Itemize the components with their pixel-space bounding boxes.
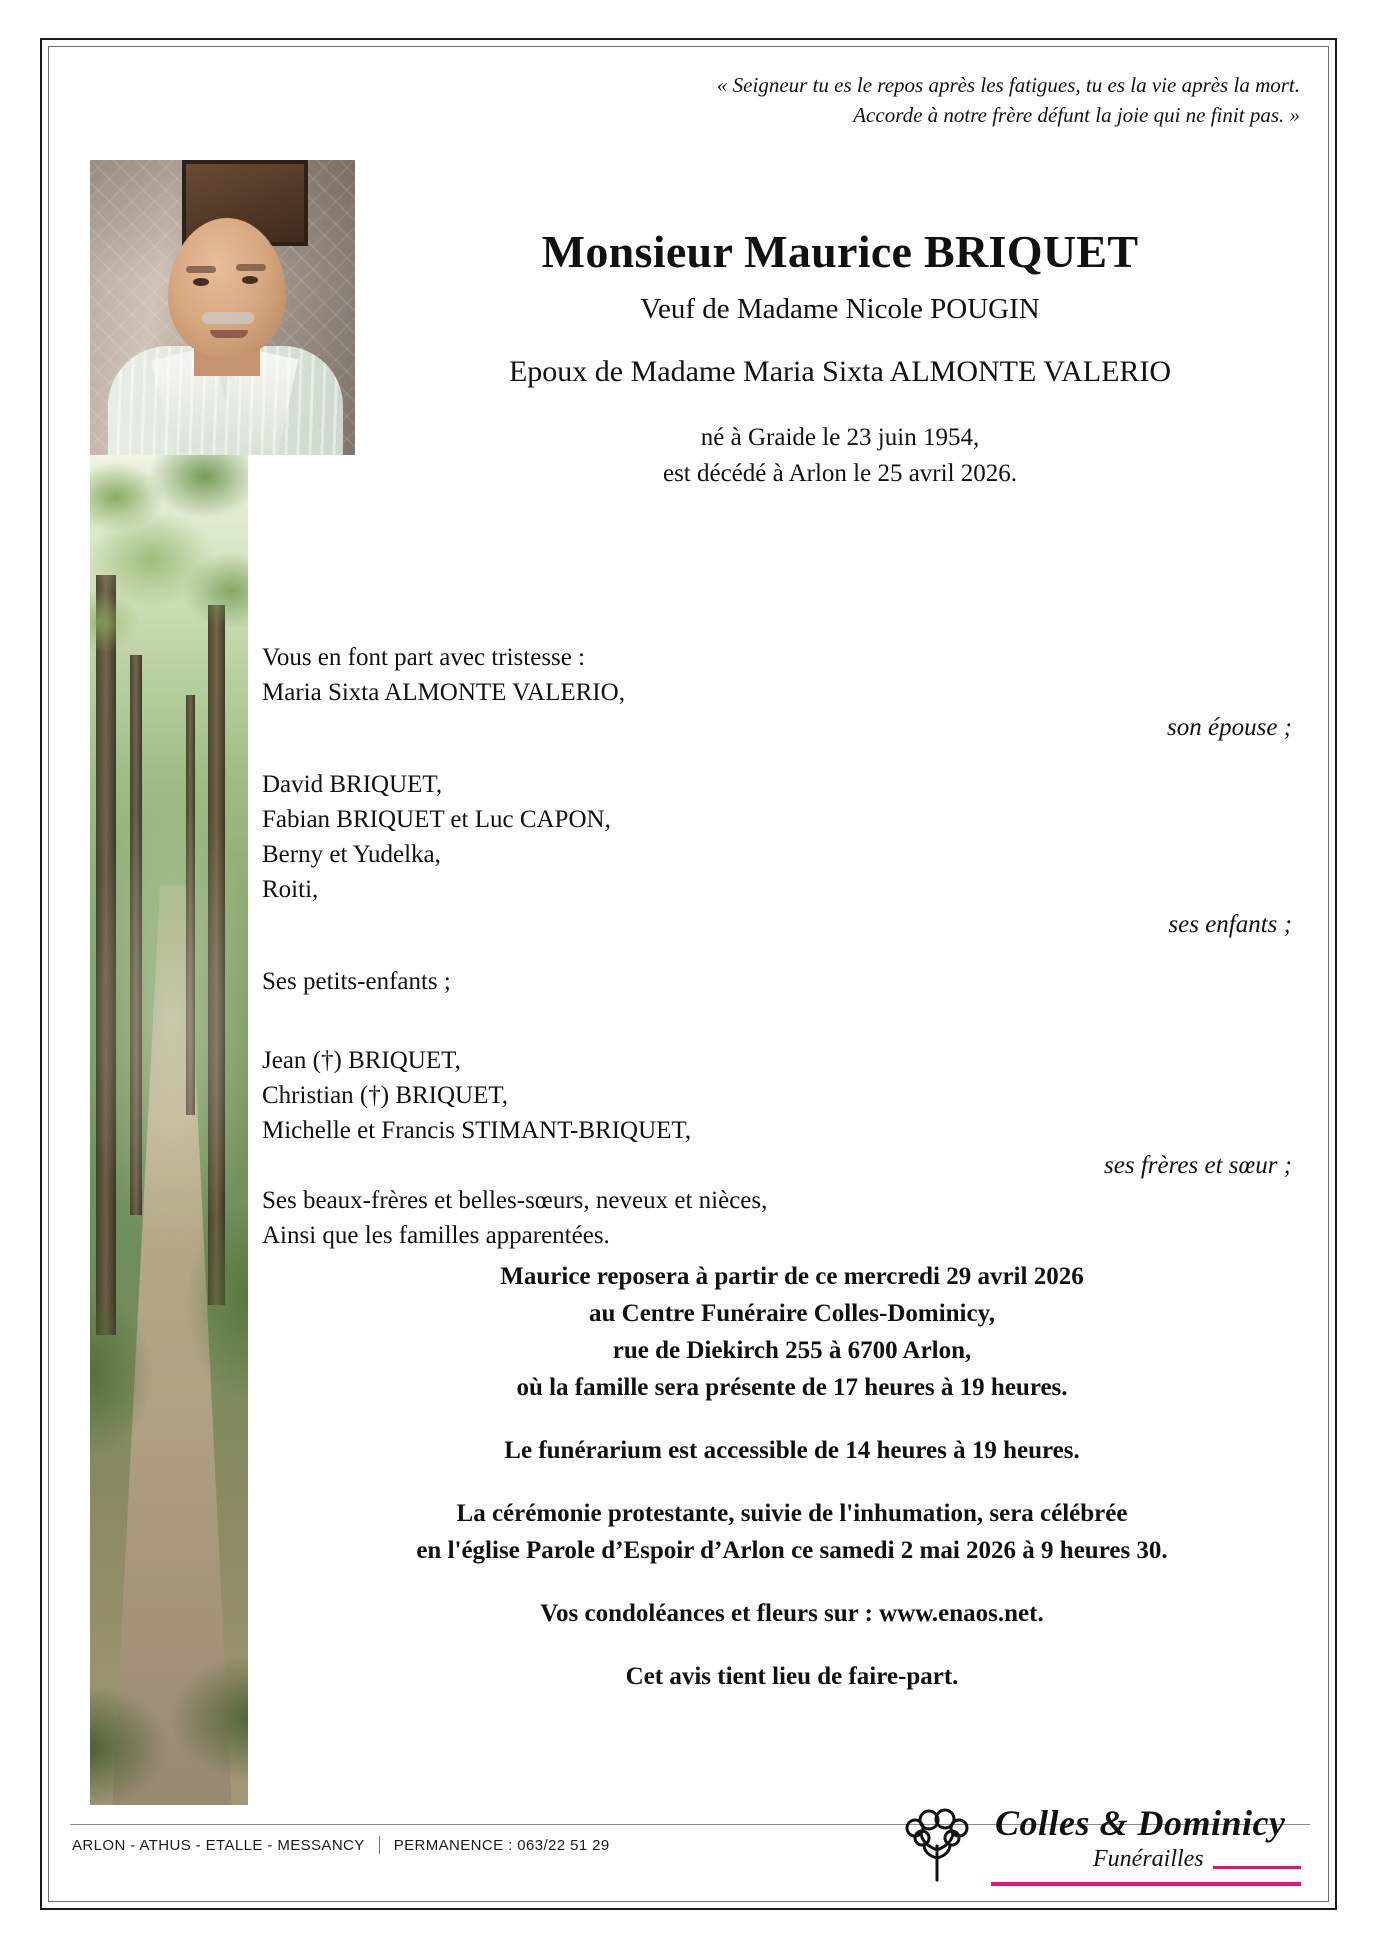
deceased-spouse-of: Epoux de Madame Maria Sixta ALMONTE VALERIO bbox=[508, 355, 1172, 388]
spacer bbox=[262, 942, 1322, 964]
spacer bbox=[262, 745, 1322, 767]
family-siblings-role: ses frères et sœur ; bbox=[1104, 1152, 1292, 1179]
family-sibling: Michelle et Francis STIMANT-BRIQUET, bbox=[262, 1117, 692, 1144]
footer-separator bbox=[379, 1836, 380, 1854]
notice-statement: Cet avis tient lieu de faire-part. bbox=[625, 1663, 959, 1690]
family-spouse-name: Maria Sixta ALMONTE VALERIO, bbox=[262, 679, 625, 706]
brand-accent-line bbox=[991, 1882, 1301, 1886]
spacer bbox=[262, 1021, 1322, 1043]
family-child: Fabian BRIQUET et Luc CAPON, bbox=[262, 806, 611, 833]
deceased-widower-of: Veuf de Madame Nicole POUGIN bbox=[640, 293, 1040, 325]
opening-quote bbox=[520, 70, 1300, 131]
spacer bbox=[262, 999, 1322, 1021]
company-logo bbox=[883, 1800, 1303, 1896]
repose-line: rue de Diekirch 255 à 6700 Arlon, bbox=[612, 1337, 972, 1364]
brand-accent-line-short bbox=[1213, 1866, 1301, 1869]
strip-sunlight bbox=[90, 455, 248, 1805]
photo-brow-right bbox=[236, 264, 266, 271]
funeral-home-access: Le funérarium est accessible de 14 heures à 19 heures. bbox=[504, 1437, 1080, 1464]
family-spouse-role: son épouse ; bbox=[1167, 714, 1292, 741]
service-line: en l'église Parole d’Espoir d’Arlon ce samedi 2 mai 2026 à 9 heures 30. bbox=[416, 1537, 1168, 1564]
footer-cities: ARLON - ATHUS - ETALLE - MESSANCY bbox=[72, 1836, 365, 1854]
footer-permanence: PERMANENCE : 063/22 51 29 bbox=[393, 1836, 610, 1854]
family-child: Roiti, bbox=[262, 876, 319, 903]
photo-mouth bbox=[210, 330, 248, 338]
repose-line: au Centre Funéraire Colles-Dominicy, bbox=[589, 1300, 995, 1327]
family-extended-2: Ainsi que les familles apparentées. bbox=[262, 1222, 610, 1249]
repose-info bbox=[262, 1258, 1322, 1406]
condolences-link[interactable]: Vos condoléances et fleurs sur : www.enaos.net. bbox=[540, 1600, 1044, 1627]
footer-contact bbox=[72, 1836, 610, 1854]
family-intro: Vous en font part avec tristesse : bbox=[262, 644, 586, 671]
quote-line-1: « Seigneur tu es le repos après les fatigues, tu es la vie après la mort. bbox=[716, 73, 1300, 97]
family-sibling: Christian (†) BRIQUET, bbox=[262, 1082, 509, 1109]
repose-line: où la famille sera présente de 17 heures à 19 heures. bbox=[516, 1374, 1068, 1401]
ceremony-details bbox=[262, 1258, 1322, 1695]
family-extended-1: Ses beaux-frères et belles-sœurs, neveux et nièces, bbox=[262, 1187, 768, 1214]
family-sibling: Jean (†) BRIQUET, bbox=[262, 1047, 461, 1074]
tree-icon bbox=[891, 1806, 983, 1882]
birth-death-info bbox=[380, 420, 1300, 493]
portrait-photo bbox=[90, 160, 355, 455]
family-children-role: ses enfants ; bbox=[1168, 911, 1292, 938]
service-info bbox=[262, 1495, 1322, 1569]
brand-subtitle: Funérailles bbox=[1093, 1846, 1204, 1872]
photo-eye-left bbox=[193, 278, 209, 286]
photo-brow-left bbox=[186, 266, 216, 273]
family-announcement bbox=[262, 640, 1322, 1253]
repose-line: Maurice reposera à partir de ce mercredi 29 avril 2026 bbox=[500, 1263, 1084, 1290]
family-child: David BRIQUET, bbox=[262, 771, 443, 798]
family-grandchildren: Ses petits-enfants ; bbox=[262, 968, 451, 995]
photo-moustache bbox=[202, 312, 254, 324]
death-line: est décédé à Arlon le 25 avril 2026. bbox=[662, 460, 1018, 488]
deceased-name: Monsieur Maurice BRIQUET bbox=[541, 226, 1139, 277]
birth-line: né à Graide le 23 juin 1954, bbox=[700, 424, 980, 451]
service-line: La cérémonie protestante, suivie de l'inhumation, sera célébrée bbox=[456, 1500, 1128, 1527]
photo-eye-right bbox=[242, 276, 258, 284]
brand-name: Colles & Dominicy bbox=[995, 1803, 1286, 1843]
family-child: Berny et Yudelka, bbox=[262, 841, 441, 868]
forest-path-photo-strip bbox=[90, 455, 248, 1805]
quote-line-2: Accorde à notre frère défunt la joie qui ne finit pas. » bbox=[853, 103, 1300, 128]
